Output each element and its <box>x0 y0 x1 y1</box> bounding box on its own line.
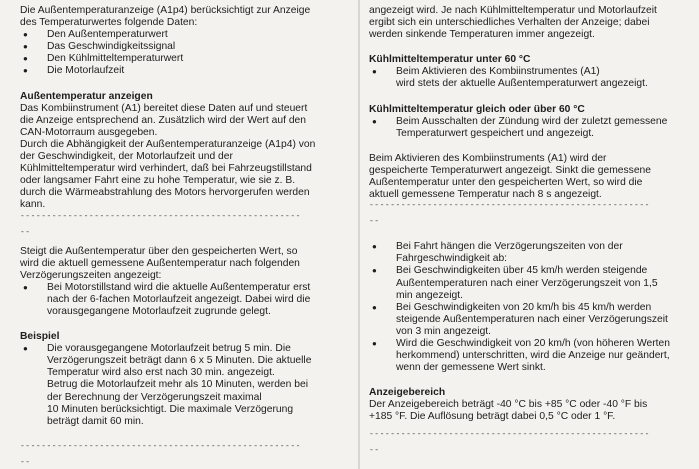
text-line: Außentemperatur unter den gespeicherten Wert, so wird die <box>369 177 643 189</box>
list-item: ● Den Außentemperaturwert <box>20 29 340 41</box>
text-line: aktuell gemessene Temperatur nach 8 s angezeigt. <box>369 189 602 201</box>
text-line: Verzögerungszeiten angezeigt: <box>20 269 162 281</box>
text-line: der Geschwindigkeit, der Motorlaufzeit und der <box>20 151 233 163</box>
text-line: oder langsamer Fahrt eine zu hohe Temperatur, wie sie z. B. <box>20 175 296 187</box>
section-body <box>369 399 689 423</box>
text-line: Die vorausgegangene Motorlaufzeit betrug 5 min. Die <box>47 343 291 355</box>
intro-text <box>20 5 340 29</box>
text-line: Kühlmitteltemperatur wird verhindert, daß bei Fahrzeugstillstand <box>20 163 312 175</box>
list-item <box>369 241 689 265</box>
left-column <box>20 0 340 468</box>
intro-list <box>20 29 340 77</box>
divider: ----------------------------------------------------- <box>20 441 301 451</box>
coolant-above-list <box>369 116 689 140</box>
section-heading: Außentemperatur anzeigen <box>20 90 153 102</box>
page-fold <box>358 0 360 469</box>
speed-delay-list <box>369 241 689 374</box>
list-item: ● Die Motorlaufzeit <box>20 65 340 77</box>
section-heading: Beispiel <box>20 331 60 343</box>
text-line: 10 Minuten berücksichtigt. Die maximale Verzögerung <box>47 403 294 415</box>
text-line: Bei Geschwindigkeiten über 45 km/h werden steigende <box>396 265 648 277</box>
divider: -- <box>20 457 31 467</box>
list-item: ● Den Kühlmitteltemperaturwert <box>20 53 340 65</box>
list-item <box>369 302 689 338</box>
text-line: wenn der gemessene Wert sinkt. <box>396 362 546 374</box>
text-line: +185 °F. Die Auflösung beträgt dabei 0,5 °C oder 1 °F. <box>369 411 616 423</box>
text-line: beträgt damit 60 min. <box>47 415 144 427</box>
section-heading: Anzeigebereich <box>369 387 446 399</box>
text-line: vorausgegangene Motorlaufzeit zugrunde gelegt. <box>47 305 271 317</box>
text-line: ergibt sich ein unterschiedliches Verhalten der Anzeige; dabei <box>369 17 650 29</box>
text-line: min angezeigt. <box>396 289 463 301</box>
text-line: Steigt die Außentemperatur über den gespeicherten Wert, so <box>20 245 298 257</box>
text-line: wird stets der aktuelle Außentemperaturwert angezeigt. <box>396 78 648 90</box>
section-body <box>369 153 689 201</box>
list-item <box>369 116 689 140</box>
list-item <box>20 343 340 428</box>
divider: -- <box>369 445 380 455</box>
list-item <box>369 338 689 374</box>
text-line: Betrug die Motorlaufzeit mehr als 10 Minuten, werden bei <box>47 379 308 391</box>
text-line: herkommend) unterschritten, wird die Anzeige nur geändert, <box>396 350 670 362</box>
text-line: nach der 6-fachen Motorlaufzeit angezeigt. Dabei wird die <box>47 293 311 305</box>
text-line: Fahrgeschwindigkeit ab: <box>396 253 508 265</box>
text-line: Beim Aktivieren des Kombiinstrumentes (A1) <box>396 66 600 78</box>
text-line: Bei Geschwindigkeiten von 20 km/h bis 45 km/h werden <box>396 301 652 313</box>
right-column <box>369 0 689 456</box>
section-heading: Kühlmitteltemperatur gleich oder über 60 °C <box>369 103 585 115</box>
text-line: Durch die Abhängigkeit der Außentemperaturanzeige (A1p4) von <box>20 138 316 150</box>
text-line: Beim Aktivieren des Kombiinstruments (A1) wird der <box>369 152 607 164</box>
text-line: angezeigt wird. Je nach Kühlmitteltemperatur und Motorlaufzeit <box>369 5 657 16</box>
text-line: Außentemperaturen nach einer Verzögerungszeit von 1,5 <box>396 277 658 289</box>
section-heading: Kühlmitteltemperatur unter 60 °C <box>369 54 531 66</box>
list-item <box>369 66 689 90</box>
divider: ----------------------------------------------------- <box>20 211 301 221</box>
divider: ----------------------------------------------------- <box>369 429 650 439</box>
text-line: steigende Außentemperaturen nach einer Verzögerungszeit <box>396 313 668 325</box>
text-line: durch die Wärmeabstrahlung des Motors hervorgerufen werden <box>20 187 310 199</box>
divider: -- <box>20 227 31 237</box>
divider: ----------------------------------------------------- <box>369 201 650 211</box>
list-item <box>20 282 340 318</box>
text-line: Verzögerungszeit beträgt dann 6 x 5 Minuten. Die aktuelle <box>47 355 312 367</box>
section-body <box>20 103 340 212</box>
text-line: gespeicherte Temperaturwert angezeigt. Sinkt die gemessene <box>369 164 651 176</box>
section-body <box>20 246 340 282</box>
text-line: Die Außentemperaturanzeige (A1p4) berücksichtigt zur Anzeige <box>20 5 311 16</box>
list-item: ● Das Geschwindigkeitssignal <box>20 41 340 53</box>
example-list <box>20 343 340 428</box>
text-line: Bei Motorstillstand wird die aktuelle Außentemperatur erst <box>47 281 311 293</box>
text-line: wird die aktuell gemessene Außentemperatur nach folgenden <box>20 257 300 269</box>
text-line: Temperatur wird also erst nach 30 min. angezeigt. <box>47 367 275 379</box>
continued-text <box>369 5 689 41</box>
text-line: Das Kombiinstrument (A1) bereitet diese Daten auf und steuert <box>20 102 308 114</box>
text-line: CAN-Motorraum ausgegeben. <box>20 126 158 138</box>
text-line: des Temperaturwertes folgende Daten: <box>20 17 198 29</box>
divider: -- <box>369 217 380 227</box>
text-line: kann. <box>20 199 46 211</box>
coolant-below-list <box>369 66 689 90</box>
text-line: Wird die Geschwindigkeit von 20 km/h (von höheren Werten <box>396 337 670 349</box>
text-line: Temperaturwert gespeichert und angezeigt. <box>396 127 595 139</box>
text-line: von 3 min angezeigt. <box>396 325 492 337</box>
delay-list <box>20 282 340 318</box>
text-line: werden sinkende Temperaturen immer angezeigt. <box>369 29 595 41</box>
list-item <box>369 265 689 301</box>
text-line: der Berechnung der Verzögerungszeit maximal <box>47 391 262 403</box>
text-line: die Anzeige entsprechend an. Zusätzlich wird der Wert auf den <box>20 114 306 126</box>
text-line: Beim Ausschalten der Zündung wird der zuletzt gemessene <box>396 115 668 127</box>
text-line: Bei Fahrt hängen die Verzögerungszeiten von der <box>396 241 623 253</box>
text-line: Der Anzeigebereich beträgt -40 °C bis +85 °C oder -40 °F bis <box>369 399 648 411</box>
